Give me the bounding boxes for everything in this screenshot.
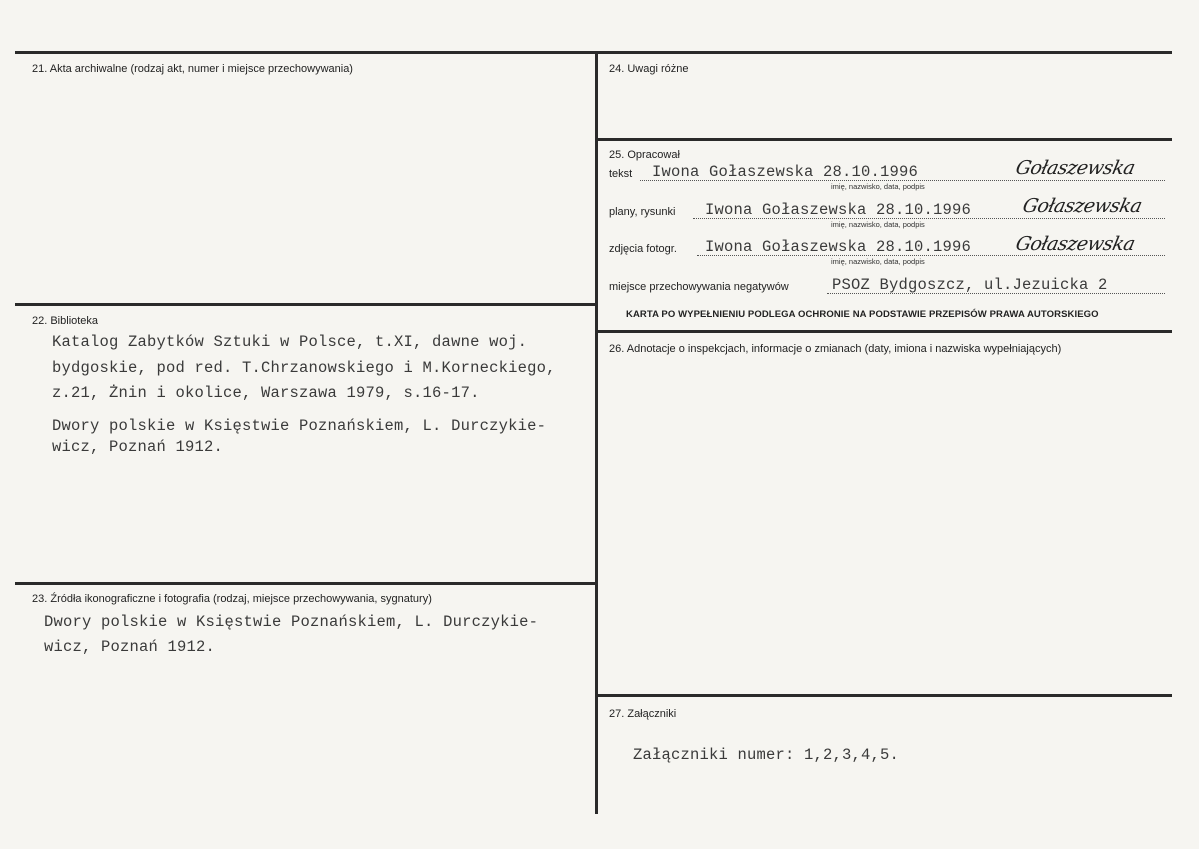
row-zdjecia-signature: Gołaszewska — [1013, 233, 1137, 255]
row-plany-signature: Gołaszewska — [1020, 195, 1144, 217]
section-21-label: 21. Akta archiwalne (rodzaj akt, numer i miejsce przechowywania) — [32, 63, 353, 75]
row-tekst-signature: Gołaszewska — [1013, 157, 1137, 179]
row-zdjecia-label: zdjęcia fotogr. — [609, 243, 677, 255]
row-tekst-label: tekst — [609, 168, 633, 180]
row-zdjecia-value: Iwona Gołaszewska 28.10.1996 — [705, 238, 972, 256]
negatives-label: miejsce przechowywania negatywów — [609, 281, 789, 293]
rule-22-23 — [15, 582, 595, 585]
row-plany-label: plany, rysunki — [609, 206, 676, 218]
rule-26-27 — [598, 694, 1172, 697]
row-plany-sub: imię, nazwisko, data, podpis — [831, 220, 925, 229]
row-tekst-sub: imię, nazwisko, data, podpis — [831, 182, 925, 191]
section-23-label: 23. Źródła ikonograficzne i fotografia (rodzaj, miejsce przechowywania, sygnatury) — [32, 593, 432, 605]
section-26-label: 26. Adnotacje o inspekcjach, informacje o zmianach (daty, imiona i nazwiska wypełniających) — [609, 343, 1062, 355]
rule-25-26 — [598, 330, 1172, 333]
section-23-line-1: Dwory polskie w Księstwie Poznańskiem, L. Durczykie- — [44, 613, 539, 631]
section-22-line-2: bydgoskie, pod red. T.Chrzanowskiego i M.Korneckiego, — [52, 359, 556, 377]
section-22-label: 22. Biblioteka — [32, 315, 99, 327]
section-22-line-4: Dwory polskie w Księstwie Poznańskiem, L. Durczykie- — [52, 417, 547, 435]
row-zdjecia-sub: imię, nazwisko, data, podpis — [831, 257, 925, 266]
section-23-line-2: wicz, Poznań 1912. — [44, 638, 216, 656]
section-22-line-3: z.21, Żnin i okolice, Warszawa 1979, s.16-17. — [52, 384, 480, 402]
section-25-label: 25. Opracował — [609, 149, 680, 161]
section-22-line-5: wicz, Poznań 1912. — [52, 438, 224, 456]
rule-21-22 — [15, 303, 595, 306]
section-24-label: 24. Uwagi różne — [609, 63, 689, 75]
section-27-value: Załączniki numer: 1,2,3,4,5. — [633, 746, 900, 764]
center-divider — [595, 51, 598, 814]
row-plany-value: Iwona Gołaszewska 28.10.1996 — [705, 201, 972, 219]
top-rule — [15, 51, 1172, 54]
row-tekst-value: Iwona Gołaszewska 28.10.1996 — [652, 163, 919, 181]
copyright-notice: KARTA PO WYPEŁNIENIU PODLEGA OCHRONIE NA PODSTAWIE PRZEPISÓW PRAWA AUTORSKIEGO — [626, 309, 1099, 320]
rule-24-25 — [598, 138, 1172, 141]
section-22-line-1: Katalog Zabytków Sztuki w Polsce, t.XI, dawne woj. — [52, 333, 528, 351]
negatives-value: PSOZ Bydgoszcz, ul.Jezuicka 2 — [832, 276, 1108, 294]
section-27-label: 27. Załączniki — [609, 708, 677, 720]
